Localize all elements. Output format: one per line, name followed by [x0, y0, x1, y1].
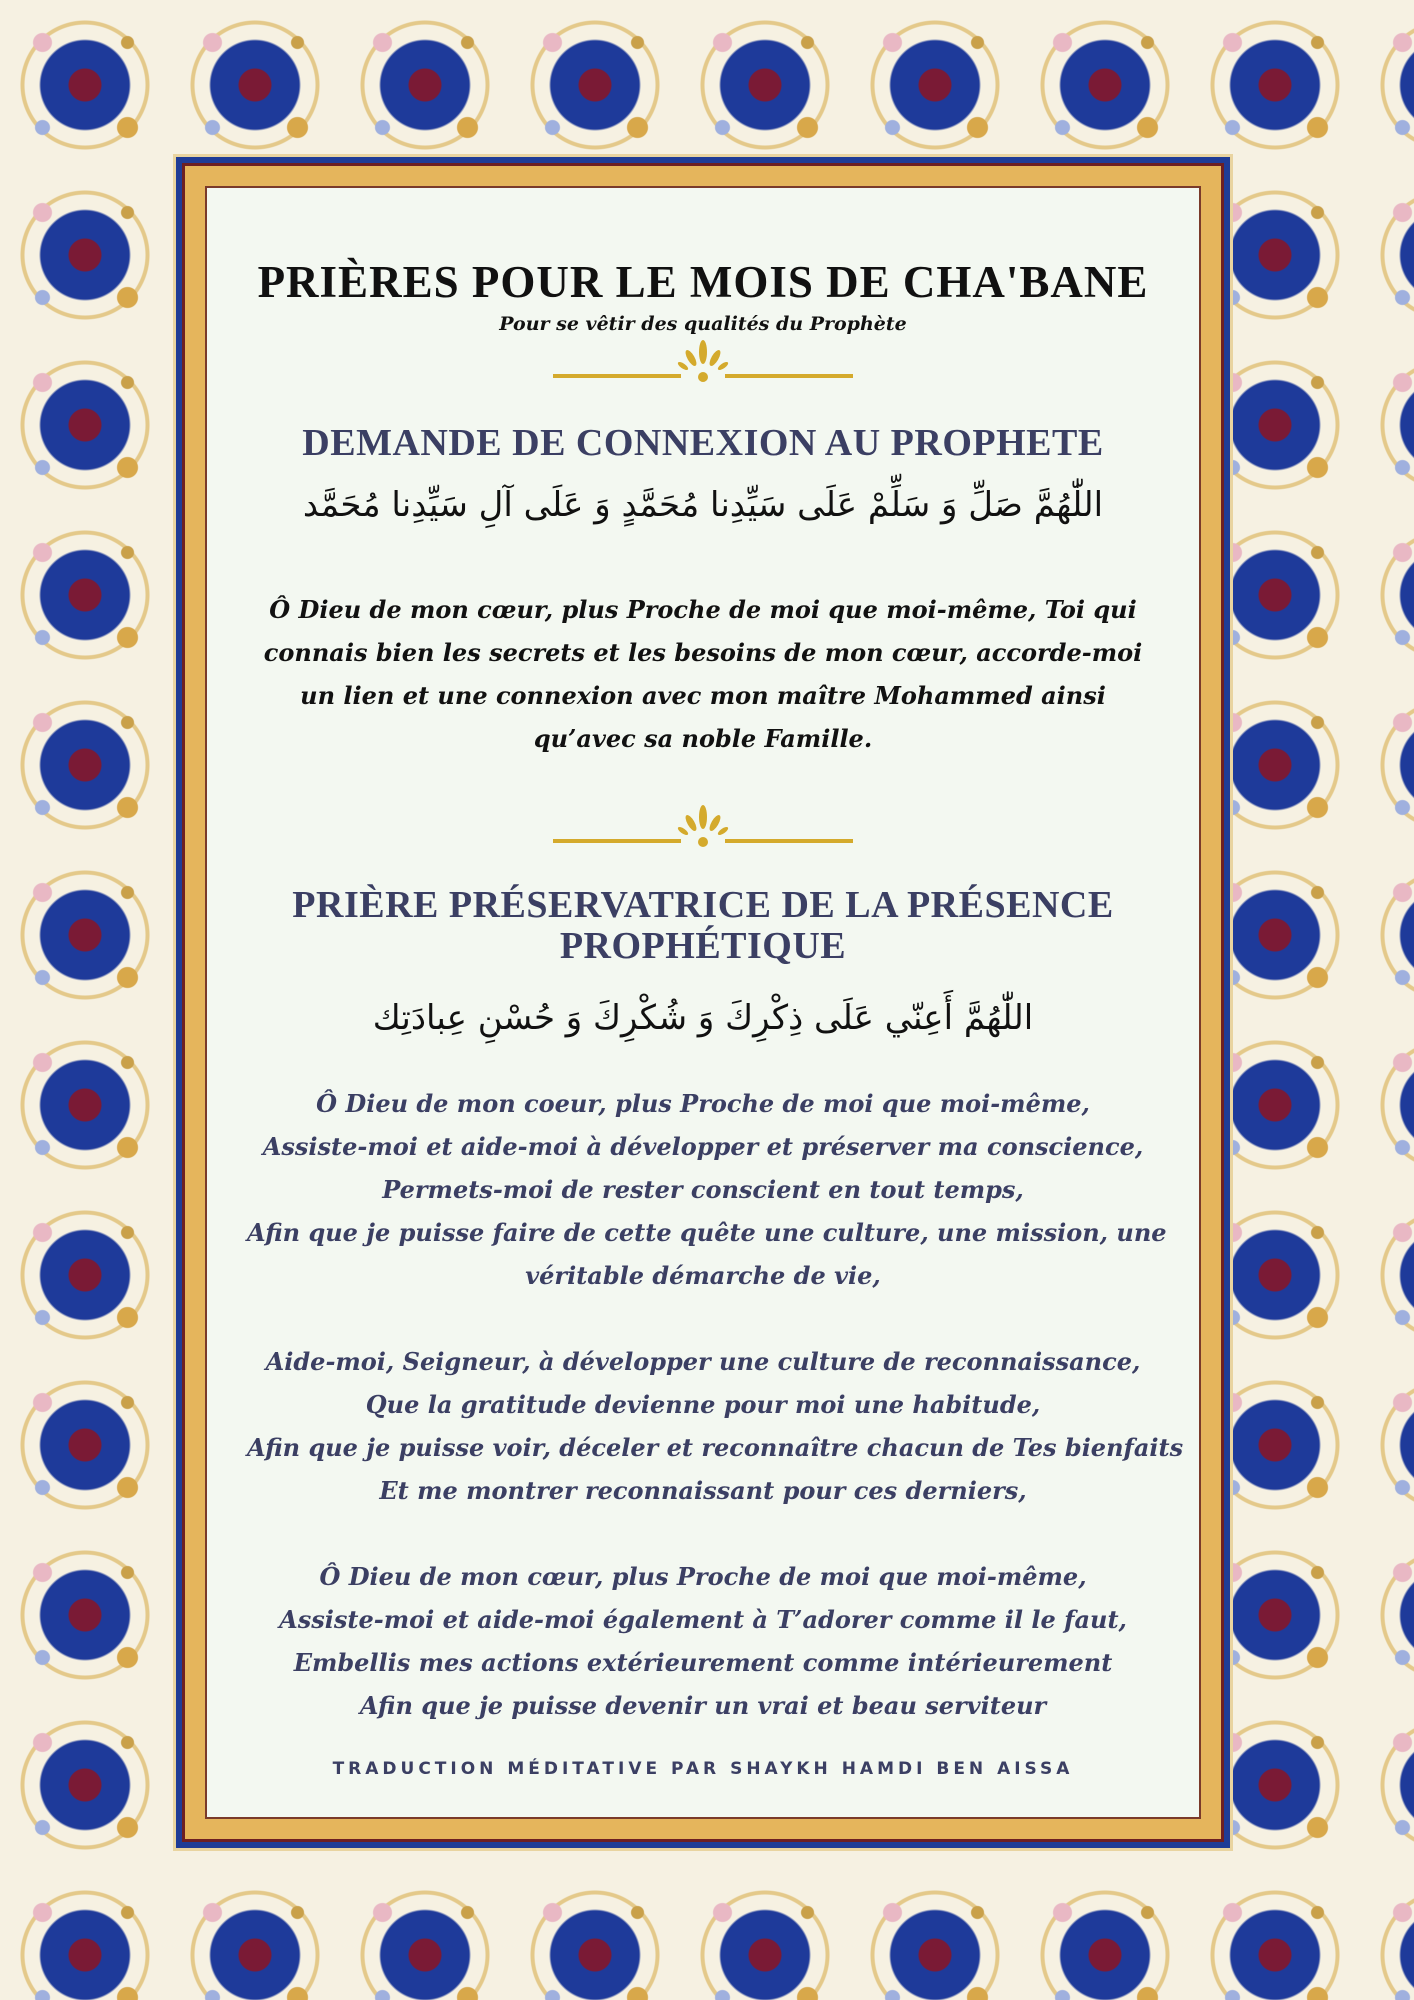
paragraph-line: Assiste-moi et aide-moi également à T’adorer comme il le faut,	[279, 1605, 1127, 1634]
page-title: PRIÈRES POUR LE MOIS DE CHA'BANE	[257, 257, 1149, 307]
gold-frame	[182, 163, 1224, 1842]
translation-credit: TRADUCTION MÉDITATIVE PAR SHAYKH HAMDI BEN AISSA	[332, 1759, 1074, 1779]
paragraph-line: Aide-moi, Seigneur, à développer une culture de reconnaissance,	[265, 1347, 1141, 1376]
paragraph-line: Permets-moi de rester conscient en tout temps,	[382, 1175, 1024, 1204]
ornament-divider-icon	[553, 340, 853, 384]
paragraph-line: Afin que je puisse devenir un vrai et beau serviteur	[359, 1691, 1047, 1720]
page-subtitle: Pour se vêtir des qualités du Prophète	[499, 313, 907, 335]
paragraph-line: qu’avec sa noble Famille.	[533, 724, 873, 753]
paragraph-line: Que la gratitude devienne pour moi une habitude,	[365, 1390, 1041, 1419]
heading-line: PRIÈRE PRÉSERVATRICE DE LA PRÉSENCE	[292, 884, 1114, 926]
paragraph-line: Afin que je puisse faire de cette quête une culture, une mission, une	[247, 1218, 1167, 1247]
paragraph-line: Assiste-moi et aide-moi à développer et préserver ma conscience,	[262, 1132, 1144, 1161]
paragraph-line: Ô Dieu de mon cœur, plus Proche de moi que moi-même,	[319, 1562, 1087, 1591]
paragraph-line: Embellis mes actions extérieurement comme intérieurement	[293, 1648, 1113, 1677]
section1-heading: DEMANDE DE CONNEXION AU PROPHETE	[302, 422, 1104, 464]
heading-line: PROPHÉTIQUE	[559, 925, 847, 967]
ornament-divider-icon	[553, 805, 853, 849]
paragraph-line: Ô Dieu de mon coeur, plus Proche de moi que moi-même,	[316, 1089, 1090, 1118]
section2-arabic: اللّٰهُمَّ أَعِنّي عَلَى ذِكْرِكَ وَ شُكْرِكَ وَ حُسْنِ عِبادَتِك	[372, 998, 1034, 1038]
section1-paragraph	[247, 588, 1159, 760]
paragraph-line	[247, 1512, 1159, 1555]
section1-arabic: اللّٰهُمَّ صَلِّ وَ سَلِّمْ عَلَى سَيِّدِنا مُحَمَّدٍ وَ عَلَى آلِ سَيِّدِنا مُحَمَّد	[302, 485, 1104, 525]
section2-paragraph	[247, 1082, 1184, 1727]
paragraph-line: Ô Dieu de mon cœur, plus Proche de moi que moi-même, Toi qui	[269, 595, 1137, 624]
paragraph-line: Et me montrer reconnaissant pour ces derniers,	[379, 1476, 1027, 1505]
paragraph-line: un lien et une connexion avec mon maître Mohammed ainsi	[300, 681, 1106, 710]
section2-heading	[227, 885, 1179, 967]
paragraph-line: Afin que je puisse voir, déceler et reconnaître chacun de Tes bienfaits	[247, 1433, 1184, 1462]
paragraph-line: véritable démarche de vie,	[525, 1261, 881, 1290]
paragraph-line: connais bien les secrets et les besoins de mon cœur, accorde-moi	[263, 638, 1143, 667]
content-panel	[205, 186, 1201, 1819]
paragraph-line	[247, 1297, 1159, 1340]
